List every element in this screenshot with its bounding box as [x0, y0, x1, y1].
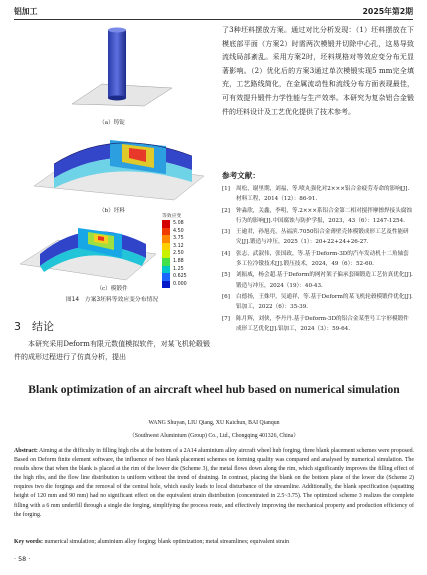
english-abstract [14, 447, 414, 520]
legend-swatch [162, 258, 170, 266]
english-keywords [14, 538, 414, 547]
english-authors: WANG Shuyan, LIU Qiang, XU Kaichun, BAI Qianqun [148, 420, 280, 426]
reference-item: [2] 钟淼欣，关鑫，李明，等.2×××系铝合金第二相对搅拌摩擦焊接头腐蚀行为的影响[J].中国腐蚀与防护学报，2023，43（6）：1247-1254. [222, 207, 413, 224]
page-header [14, 6, 413, 20]
legend-value: 3.75 [173, 236, 184, 242]
figure-14 [14, 26, 210, 306]
issue-label: 2025年第2期 [362, 7, 413, 16]
legend-value: 1.25 [173, 266, 184, 272]
legend-entry [162, 235, 208, 243]
legend-entry [162, 250, 208, 258]
section-title: 3 结论 [14, 320, 54, 333]
english-title: Blank optimization of an aircraft wheel hub based on numerical simulation [28, 383, 400, 396]
reference-list [222, 184, 414, 335]
legend-swatch [162, 228, 170, 236]
journal-name: 铝加工 [14, 7, 38, 16]
figure-caption: 图14 方案3坯料等效应变分布情况 [65, 297, 159, 303]
legend-swatch [162, 250, 170, 258]
abstract-text: Aiming at the difficulty in filling high ribs at the bottom of a 2A14 aluminium alloy aircraft wheel hub forging, three blank placement schemes were proposed. Based on Deform finite element software, the influence of two blank placement schemes on forming quality was compared and analysed by numerical simulation. The results show that when the blank is placed at the rim of the lower die (Scheme 3), the metal flows down along the rim, which significantly improves the filling effect of the high ribs, and the flow line distribution is uniform without the trend of draining. In contrast, placing the blank on the bottom plane of the lower die (Scheme 2) requires two die forgings and the removal of the central hole, which easily leads to local disturbance of the streamline. Additionally, the blank specification (squatting height of 120 mm and 90 mm) had no significant effect on the equivalent strain distribution (concentrated in 2.5~3.75). The optimized scheme 3 realizes the complete filling with a 6 mm underfill through a single die forging, simplifying the process route, and effectively improving the mechanical property and production efficiency of the forging. [14, 448, 414, 518]
conclusion-paragraph: 本研究采用Deform有限元数值模拟软件，对某飞机轮毂锻件的成形过程进行了仿真分析，提出 [14, 340, 210, 362]
legend-entry [162, 243, 208, 251]
legend-entry [162, 266, 208, 274]
legend-value: 0.000 [173, 281, 187, 287]
right-column-text [222, 24, 414, 119]
legend-value: 5.08 [173, 221, 184, 226]
english-affiliation: （Southwest Aluminium (Group) Co., Ltd., Chongqing 401326, China） [128, 433, 300, 439]
strain-legend [162, 212, 210, 292]
reference-item: [7] 陈月辉，刘侠，李丹丹.基于Deform-3D的铝合金某型号工字形模锻件成形工艺优化[J].铝加工，2024（3）：59-64. [222, 315, 409, 332]
subcaption-b: （b）坯料 [99, 208, 125, 214]
legend-entry [162, 273, 208, 281]
references-heading: 参考文献： [222, 171, 260, 180]
legend-entry [162, 220, 208, 228]
legend-value: 1.88 [173, 259, 184, 264]
reference-item: [6] 白德扬，王姝甲，吴通祥，等.基于Deform的某飞机轮毂模锻件优化[J].铝加工，2022（6）：35-39. [222, 293, 413, 311]
keywords-label: Key words: [14, 539, 43, 545]
legend-title: 等效应变 [162, 214, 182, 219]
legend-value: 2.50 [173, 251, 184, 257]
legend-swatch [162, 273, 170, 281]
reference-item: [5] 刘振威，杨会超.基于Deform的网衬架子偏承套圈锻造工艺仿真优化[J].锻造与冲压，2024（19）：40-43. [222, 272, 413, 289]
subcaption-c: （c）模锻件 [96, 286, 128, 292]
legend-value: 4.50 [173, 228, 184, 234]
legend-entry [162, 258, 208, 266]
forging-image [18, 214, 158, 284]
keywords-text: numerical simulation; aluminium alloy forging; blank optimization; metal streamlines; equivalent strain [42, 539, 290, 545]
legend-entry [162, 228, 208, 236]
legend-value: 0.625 [173, 274, 187, 280]
subcaption-a: （a）铸锭 [99, 120, 125, 126]
legend-swatch [162, 243, 170, 251]
abstract-label: Abstract: [14, 448, 38, 454]
reference-item: [4] 张志，武淑伟，张国政，等.基于Deform-3D的汽车发动机十二角轴套多工位冷镦技术[J].锻压技术，2024，49（6）：52-60. [222, 250, 409, 268]
conclusion-continued: 了3种坯料摆放方案。通过对比分析发现：（1）坯料摆放在下模底部平面（方案2）时需两次模锻并切除中心孔，这易导致流线局部紊乱。采用方案2时，坯料规格对等效应变分布无显著影响。（2）优化后的方案3通过单次模锻实现5 mm完全填充，工艺路线简化，在金属流动性和流线分布方面表现最佳，可有效提升锻件力学性能与生产效率。本研究为复杂铝合金锻件的坯料设计及工艺优化提供了技术参考。 [222, 26, 414, 116]
reference-item: [1] 周松，谢里期，刘福，等.喷丸强化对2×××铝合金疲劳寿命的影响[J].材料工程，2014（12）：86-91. [222, 186, 410, 203]
legend-swatch [162, 235, 170, 243]
legend-swatch [162, 220, 170, 228]
legend-value: 3.12 [173, 243, 184, 249]
blank-image [14, 126, 210, 206]
page-number: · 58 · [14, 555, 31, 563]
ingot-image [14, 26, 210, 116]
reference-item: [3] 王逾君，孙旭亮，丛福滨.7050铝合金薄壁壳体模锻成形工艺及性能研究[J].锻造与冲压，2025（1）：20+22+24+26-27. [222, 229, 409, 246]
legend-swatch [162, 266, 170, 274]
